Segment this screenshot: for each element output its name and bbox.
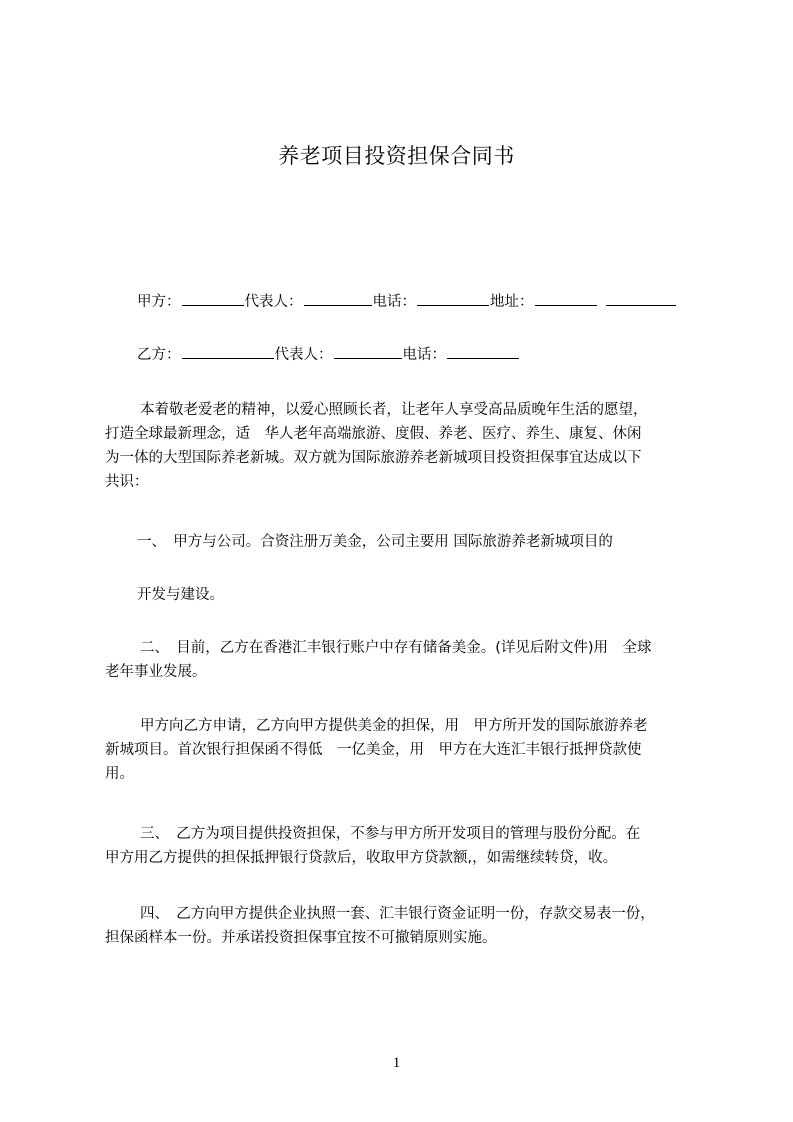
clause-1-line-1: 一、 甲方与公司。合资注册万美金，公司主要用 国际旅游养老新城项目的: [137, 534, 613, 550]
clause-4-line-1: 四、 乙方向甲方提供企业执照一套、汇丰银行资金证明一份，存款交易表一份，: [140, 906, 655, 922]
intro-line-2: 打造全球最新理念，适 华人老年高端旅游、度假、养老、医疗、养生、康复、休闲: [105, 426, 642, 442]
party-a-label: 甲方：: [137, 294, 181, 310]
party-a-address-blank[interactable]: [535, 291, 597, 306]
clause-2b-line-1: 甲方向乙方申请，乙方向甲方提供美金的担保，用 甲方所开发的国际旅游养老: [140, 718, 648, 734]
clause-2-paragraph: [105, 636, 701, 684]
party-b-line: [137, 344, 520, 365]
clause-4-line-2: 担保函样本一份。并承诺投资担保事宜按不可撤销原则实施。: [105, 930, 497, 946]
page-number: 1: [392, 1055, 401, 1071]
party-a-rep-label: 代表人：: [244, 294, 303, 310]
intro-line-4: 共识：: [105, 474, 149, 490]
party-b-name-blank[interactable]: [182, 344, 274, 359]
party-a-address-blank-2[interactable]: [606, 291, 676, 306]
clause-3-line-2: 甲方用乙方提供的担保抵押银行贷款后，收取甲方贷款额,，如需继续转贷，收。: [105, 850, 618, 866]
party-b-rep-blank[interactable]: [334, 344, 402, 359]
party-a-line: [137, 291, 677, 312]
clause-2b-paragraph: [105, 714, 701, 786]
party-a-name-blank[interactable]: [182, 291, 244, 306]
clause-2-line-1: 二、 目前，乙方在香港汇丰银行账户中存有储备美金。(详见后附文件)用 全球: [140, 640, 652, 656]
party-b-phone-label: 电话：: [402, 347, 446, 363]
party-b-rep-label: 代表人：: [274, 347, 333, 363]
clause-2-line-2: 老年事业发展。: [105, 664, 207, 680]
clause-4-paragraph: [105, 902, 701, 950]
intro-paragraph: [105, 398, 701, 494]
party-b-label: 乙方：: [137, 347, 181, 363]
clause-2b-line-3: 用。: [105, 766, 134, 782]
intro-line-3: 为一体的大型国际养老新城。双方就为国际旅游养老新城项目投资担保事宜达成以下: [105, 450, 642, 466]
party-a-address-label: 地址：: [490, 294, 534, 310]
party-a-rep-blank[interactable]: [304, 291, 372, 306]
intro-line-1: 本着敬老爱老的精神，以爱心照顾长者，让老年人享受高品质晚年生活的愿望，: [140, 402, 648, 418]
clause-3-paragraph: [105, 822, 701, 870]
party-b-phone-blank[interactable]: [447, 344, 519, 359]
clause-3-line-1: 三、 乙方为项目提供投资担保，不参与甲方所开发项目的管理与股份分配。在: [140, 826, 641, 842]
document-title: 养老项目投资担保合同书: [278, 144, 515, 168]
party-a-phone-label: 电话：: [372, 294, 416, 310]
clause-2b-line-2: 新城项目。首次银行担保函不得低 一亿美金，用 甲方在大连汇丰银行抵押贷款使: [105, 742, 642, 758]
party-a-phone-blank[interactable]: [417, 291, 489, 306]
clause-1-line-2: 开发与建设。: [137, 587, 224, 603]
